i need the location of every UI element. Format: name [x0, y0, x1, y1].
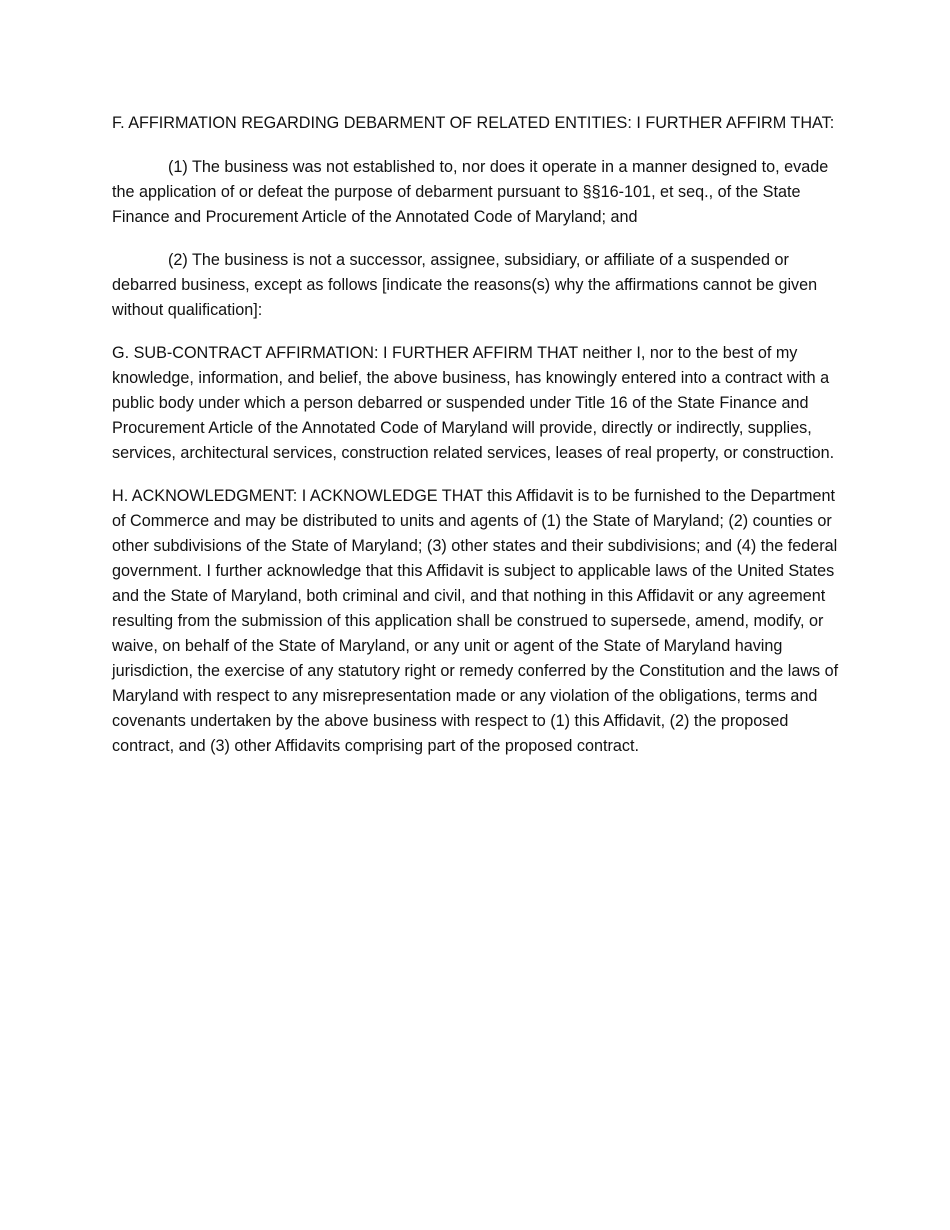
document-page — [112, 111, 840, 777]
section-g-paragraph: G. SUB-CONTRACT AFFIRMATION: I FURTHER AFFIRM THAT neither I, nor to the best of my knowledge, information, and belief, the above business, has knowingly entered into a contract with a public body under which a person debarred or suspended under Title 16 of the State Finance and Procurement Article of the Annotated Code of Maryland will provide, directly or indirectly, supplies, services, architectural services, construction related services, leases of real property, or construction. — [112, 344, 835, 462]
section-f-item-1: (1) The business was not established to, nor does it operate in a manner designed to, evade the application of or defeat the purpose of debarment pursuant to §§16-101, et seq., of the State Finance and Procurement Article of the Annotated Code of Maryland; and — [112, 158, 829, 226]
section-f-heading: F. AFFIRMATION REGARDING DEBARMENT OF RELATED ENTITIES: I FURTHER AFFIRM THAT: — [112, 114, 835, 132]
section-h-paragraph: H. ACKNOWLEDGMENT: I ACKNOWLEDGE THAT this Affidavit is to be furnished to the Department of Commerce and may be distributed to units and agents of (1) the State of Maryland; (2) counties or other subdivisions of the State of Maryland; (3) other states and their subdivisions; and (4) the federal government. I further acknowledge that this Affidavit is subject to applicable laws of the United States and the State of Maryland, both criminal and civil, and that nothing in this Affidavit or any agreement resulting from the submission of this application shall be construed to supersede, amend, modify, or waive, on behalf of the State of Maryland, or any unit or agent of the State of Maryland having jurisdiction, the exercise of any statutory right or remedy conferred by the Constitution and the laws of Maryland with respect to any misrepresentation made or any violation of the obligations, terms and covenants undertaken by the above business with respect to (1) this Affidavit, (2) the proposed contract, and (3) other Affidavits comprising part of the proposed contract. — [112, 487, 839, 755]
section-f-item-2: (2) The business is not a successor, assignee, subsidiary, or affiliate of a suspended or debarred business, except as follows [indicate the reasons(s) why the affirmations cannot be given without qualification]: — [112, 251, 818, 319]
